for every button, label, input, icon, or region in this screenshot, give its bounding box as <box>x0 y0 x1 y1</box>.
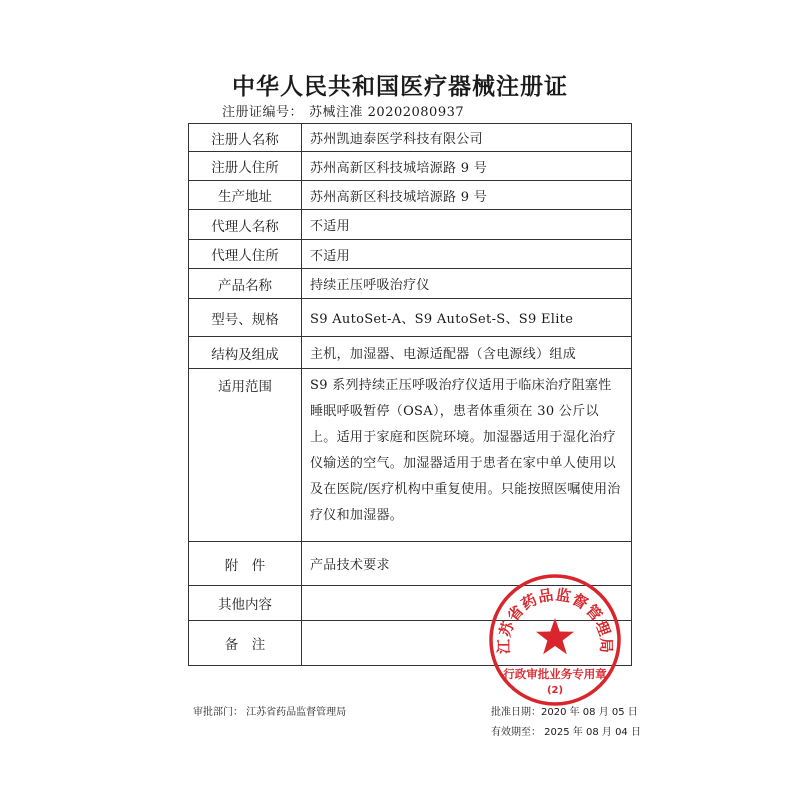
seal-number: (2) <box>546 685 564 696</box>
table-row <box>189 181 632 210</box>
row-label: 附 件 <box>189 542 302 586</box>
row-label: 其他内容 <box>189 586 302 621</box>
valid-until: 有效期至： 2025 年 08 月 04 日 <box>491 727 641 738</box>
row-value: 不适用 <box>302 210 632 240</box>
row-value: S9 系列持续正压呼吸治疗仪适用于临床治疗阻塞性睡眠呼吸暂停（OSA），患者体重须在 30 公斤以上。适用于家庭和医院环境。加湿器适用于湿化治疗仪输送的空气。加湿器适用于患者在家中单人使用以及在医院/医疗机构中重复使用。只能按照医嘱使用治疗仪和加湿器。 <box>302 369 632 542</box>
row-label: 生产地址 <box>189 181 302 210</box>
row-value: 主机，加湿器、电源适配器（含电源线）组成 <box>302 337 632 369</box>
table-row <box>189 124 632 152</box>
approval-date: 批准日期：2020 年 08 月 05 日 <box>491 707 638 718</box>
registration-number <box>222 101 464 120</box>
star-icon <box>536 618 574 654</box>
table-row <box>189 369 632 542</box>
row-label: 注册人住所 <box>189 152 302 181</box>
registration-number-label: 注册证编号： <box>222 105 304 120</box>
table-row <box>189 240 632 269</box>
registration-number-value: 苏械注准 20202080937 <box>309 105 465 120</box>
row-value: 产品技术要求 <box>302 542 632 586</box>
row-value: 苏州高新区科技城培源路 9 号 <box>302 152 632 181</box>
row-label: 产品名称 <box>189 269 302 299</box>
table-row <box>189 299 632 337</box>
row-label: 注册人名称 <box>189 124 302 152</box>
table-row <box>189 210 632 240</box>
row-label: 代理人名称 <box>189 210 302 240</box>
row-value: 苏州高新区科技城培源路 9 号 <box>302 181 632 210</box>
certificate-title: 中华人民共和国医疗器械注册证 <box>232 74 568 100</box>
official-seal <box>487 572 623 708</box>
approval-department: 审批部门： 江苏省药品监督管理局 <box>193 707 347 718</box>
table-row <box>189 337 632 369</box>
row-label: 型号、规格 <box>189 299 302 337</box>
row-value: 苏州凯迪泰医学科技有限公司 <box>302 124 632 152</box>
row-value: 不适用 <box>302 240 632 269</box>
seal-bottom-text: 行政审批业务专用章 <box>503 667 607 681</box>
row-label: 结构及组成 <box>189 337 302 369</box>
table-row <box>189 152 632 181</box>
row-label: 备 注 <box>189 621 302 666</box>
seal-top-text: 江苏省药品监督管理局 <box>494 585 616 654</box>
table-row <box>189 269 632 299</box>
row-value: S9 AutoSet-A、S9 AutoSet-S、S9 Elite <box>302 299 632 337</box>
row-value: 持续正压呼吸治疗仪 <box>302 269 632 299</box>
row-label: 适用范围 <box>189 369 302 542</box>
row-label: 代理人住所 <box>189 240 302 269</box>
